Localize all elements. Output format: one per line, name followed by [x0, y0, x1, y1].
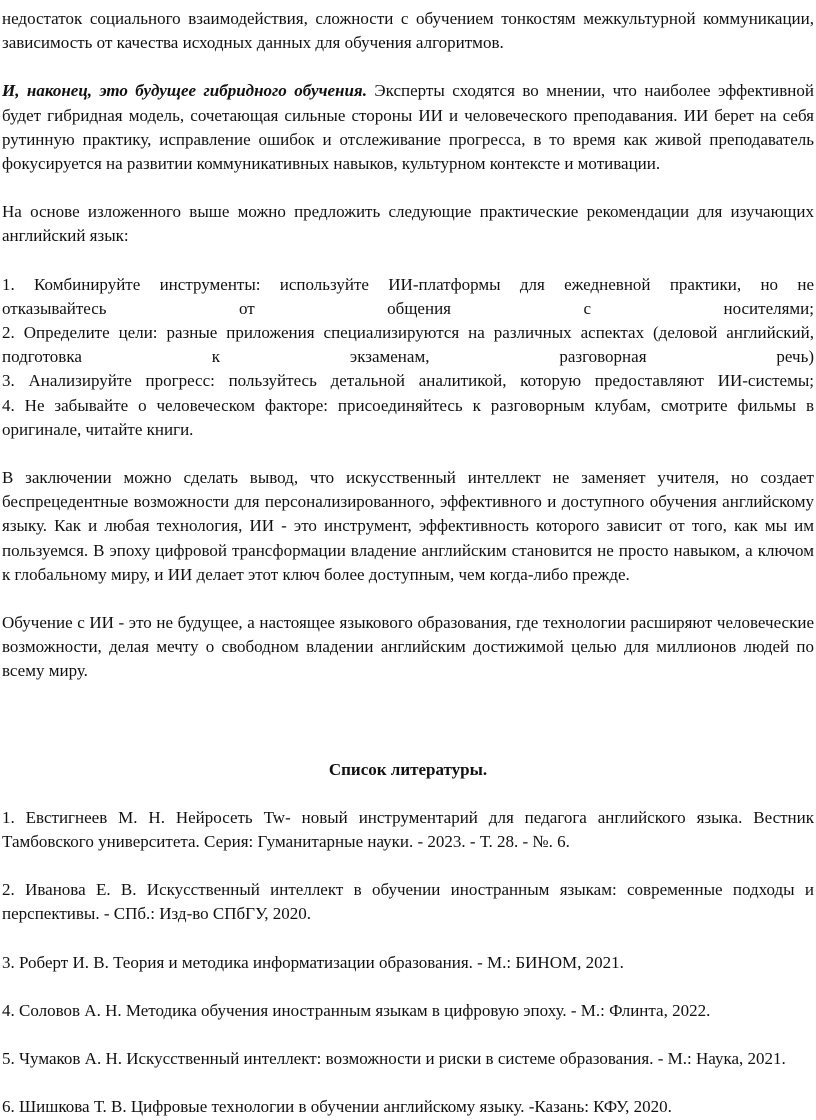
recommendations-list: [2, 273, 814, 442]
paragraph-body: Эксперты сходятся во мнении, что наиболее эффективной будет гибридная модель, сочетающая сильные стороны ИИ и человеческого преподавания. ИИ берет на себя рутинную практику, исправление ошибок и отслеживание прогресса, в то время как живой преподаватель фокусируется на развитии коммуникативных навыков, культурном контексте и мотивации.: [2, 81, 814, 174]
list-item: подготовка к экзаменам, разговорная речь): [2, 347, 814, 367]
paragraph-conclusion: В заключении можно сделать вывод, что искусственный интеллект не заменяет учителя, но создает беспрецедентные возможности для персонализированного, эффективного и доступного обучения английскому языку. Как и любая технология, ИИ - это инструмент, эффективность которого зависит от того, как мы им пользуемся. В эпоху цифровой трансформации владение английским становится не просто навыком, а ключом к глобальному миру, и ИИ делает этот ключ более доступным, чем когда-либо прежде.: [2, 468, 814, 584]
reference-item: 1. Евстигнеев М. Н. Нейросеть Tw- новый инструментарий для педагога английского языка. Вестник Тамбовского университета. Серия: Гуманитарные науки. - 2023. - Т. 28. - №. 6.: [2, 807, 814, 852]
reference-item: 6. Шишкова Т. В. Цифровые технологии в обучении английскому языку. -Казань: КФУ, 2020.: [2, 1097, 672, 1117]
references-list: [2, 806, 814, 1120]
list-item: 1. Комбинируйте инструменты: используйте ИИ-платформы для ежедневной практики, но не: [2, 274, 814, 294]
paragraph-lead-phrase: И, наконец, это будущее гибридного обучения.: [2, 81, 367, 101]
list-item: 2. Определите цели: разные приложения специализируются на различных аспектах (деловой английский,: [2, 323, 814, 343]
reference-item: 3. Роберт И. В. Теория и методика информатизации образования. - М.: БИНОМ, 2021.: [2, 952, 624, 972]
list-item: 3. Анализируйте прогресс: пользуйтесь детальной аналитикой, которую предоставляют ИИ-системы;: [2, 371, 814, 391]
references-heading: Список литературы.: [328, 759, 488, 779]
paragraph-recommendations-intro: На основе изложенного выше можно предложить следующие практические рекомендации для изучающих английский язык:: [2, 202, 814, 246]
list-item: 4. Не забывайте о человеческом факторе: присоединяйтесь к разговорным клубам, смотрите фильмы в оригинале, читайте книги.: [2, 395, 814, 439]
reference-item: 5. Чумаков А. Н. Искусственный интеллект: возможности и риски в системе образования. - М.: Наука, 2021.: [2, 1049, 786, 1069]
reference-item: 2. Иванова Е. В. Искусственный интеллект в обучении иностранным языкам: современные подходы и перспективы. - СПб.: Изд-во СПбГУ, 2020.: [2, 880, 814, 924]
reference-item: 4. Соловов А. Н. Методика обучения иностранным языкам в цифровую эпоху. - М.: Флинта, 2022.: [2, 1000, 711, 1020]
paragraph-disadvantages: недостаток социального взаимодействия, сложности с обучением тонкостям межкультурной коммуникации, зависимость от качества исходных данных для обучения алгоритмов.: [2, 9, 814, 53]
paragraph-closing: Обучение с ИИ - это не будущее, а настоящее языкового образования, где технологии расширяют человеческие возможности, делая мечту о свободном владении английским достижимой целью для миллионов людей по всему миру.: [2, 613, 814, 681]
paragraph-hybrid-learning: [2, 79, 814, 176]
list-item: отказывайтесь от общения с носителями;: [2, 298, 814, 318]
